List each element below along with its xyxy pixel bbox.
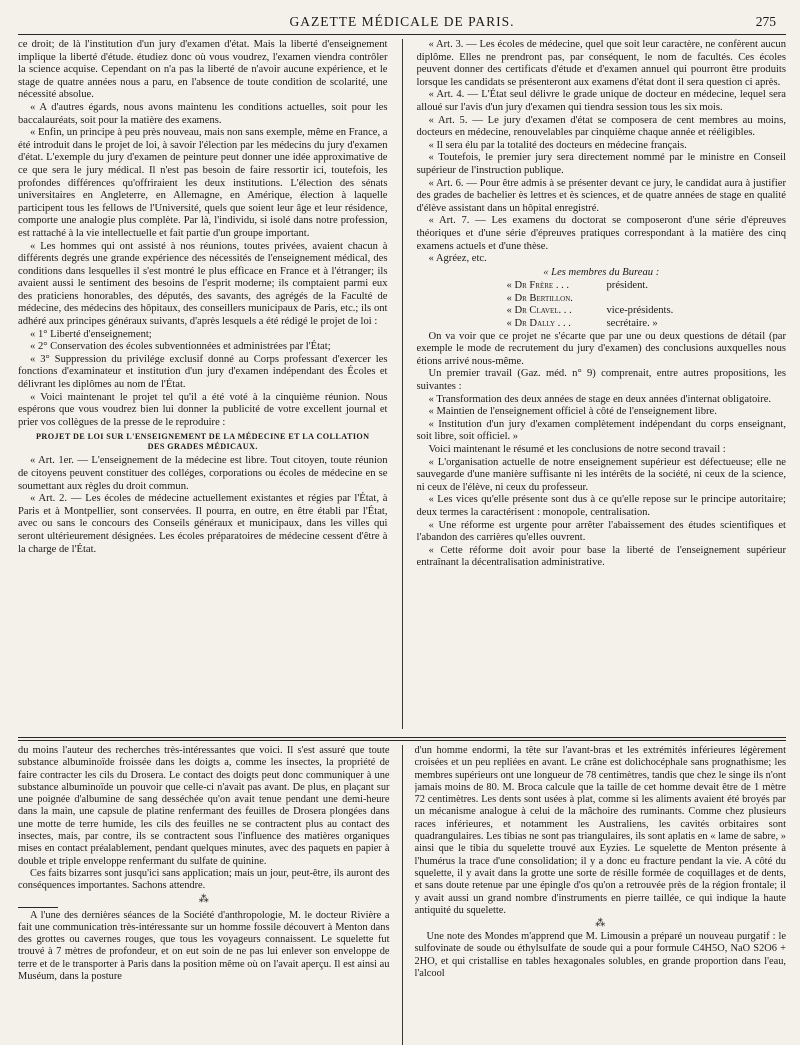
upper-right-column [417, 39, 787, 729]
paragraph: « Art. 3. — Les écoles de médecine, quel que soit leur caractère, ne confèrent aucun diplôme. Elles ne prendront pas, par conséquent, le nom de facultés. Ces écoles peuvent donner des certificats d'étude et d'examen annuel qui pourront être produits lorsque les candidats se présenteront aux examens d'état dont il sera question ci après. [416, 39, 786, 88]
column-divider [402, 39, 403, 729]
paragraph: « Transformation des deux années de stage en deux années d'internat obligatoire. [428, 393, 772, 405]
paragraph: « 2° Conservation des écoles subventionnées et administrées par l'État; [30, 341, 331, 353]
paragraph: d'un homme endormi, la tête sur l'avant-bras et les extrémités inférieures légèrement croisées et un peu repliées en avant. Le crâne est dolichocéphale sans prognathisme; les membres supérieurs ont une longueur de 78 centimètres, tandis que chez le singe ils n'ont jamais moins de 80. M. Broca calcule que la taille de cet homme devait être de 1 mètre 72 centimètres. Les dents sont usées à plat, comme si les aliments avaient été broyés par un mécanisme analogue à celui de la mâchoire des ruminants. Comme chez plusieurs races inférieures, et notamment les Australiens, les cavités orbitaires sont quadrangulaires. Les tibias ne sont pas triangulaires, ils sont aplatis en « lame de sabre, » ainsi que le tibia du squelette trouvé aux Eyzies. Le squelette de Menton présente à l'humérus la trace d'une consolidation; il y a donc eu fracture pendant la vie. A côté du squelette, il y avait dans la grotte une sorte de résille formée de coquillages et de dents, et sans doute retenue par une épingle d'os qu'on a retrouvée près de la région frontale; il y avait aussi un grand nombre d'instruments en pierre taillée, ce qui indique la haute antiquité du squelette. [414, 745, 786, 916]
section-heading-line: DES GRADES MÉDICAUX. [147, 442, 258, 452]
lower-section [18, 745, 786, 1045]
member-role: vice-présidents. [606, 305, 674, 317]
bureau-member [507, 280, 787, 293]
lower-right-column [415, 745, 787, 1045]
paragraph: du moins l'auteur des recherches très-intéressantes que voici. Il s'est assuré que toute substance albuminoïde froissée dans les doigts a, comme les insectes, la propriété de faire contracter les cils du Drosera. Le contact des doigts peut donc communiquer à une substance albuminoïde un pouvoir que celle-ci n'avait pas avant. De plus, en plaçant sur une poignée d'albumine de sang desséchée qu'on avait tenue pendant une demi-heure dans la main, une capsule de platine renfermant des feuilles de Drosera plongées dans une motte de terre humide, les cils des feuilles ne se contractent plus au contact des insectes, mais, par contre, ils se contractent sous l'influence des matières organiques mises en contact préalablement, pendant quelques minutes, avec des paquets en papier à double et triple enveloppe renfermant du sulfate de quinine. [18, 745, 390, 867]
page-number: 275 [755, 14, 776, 29]
paragraph: « Enfin, un principe à peu près nouveau, mais non sans exemple, même en France, a été introduit dans le projet de loi, à savoir l'élection par les médecins du jury d'examen d'état. L'exemple du jury d'examen de peinture peut donner une idée approximative de ce que sera le jury médical. Il n'est pas besoin de faire ressortir ici, toutefois, les profondes différences qu'offriraient les deux institutions. L'élection des sénats universitaires en Angleterre, en Allemagne, en Amérique, élection à laquelle participent tous les fellows de l'Université, quels que soient leur âge et leur résidence, comporte une analogie plus complète. Par là, l'individu, si isolé dans notre profession, est rattaché à la vie intellectuelle et fait partie d'un groupe important. [18, 127, 388, 239]
paragraph: « Une réforme est urgente pour arrêter l'abaissement des études scientifiques et l'abandon des carrières qu'elles ouvrent. [416, 519, 786, 544]
section-heading [18, 432, 388, 452]
section-heading-line: PROJET DE LOI SUR L'ENSEIGNEMENT DE LA MÉDECINE ET LA COLLATION [35, 432, 370, 442]
paragraph: « Art. 1er. — L'enseignement de la médecine est libre. Tout citoyen, toute réunion de citoyens peuvent constituer des colléges, corporations ou écoles de médecine en se soumettant aux règles du droit commun. [18, 455, 388, 492]
column-divider [402, 745, 403, 1045]
member-name: « Dr Bertillon. [506, 292, 573, 304]
paragraph: « Art. 6. — Pour être admis à se présenter devant ce jury, le candidat aura à justifier des grades de bachelier ès lettres et ès sciences, et de quatre années de stage en qualité d'élève assistant dans un hôpital enregistré. [416, 177, 786, 214]
upper-left-column [18, 39, 388, 729]
paragraph: « Voici maintenant le projet tel qu'il a été voté à la cinquième réunion. Nous espérons que vous voudrez bien lui donner la publicité de votre excellent journal et prier vos collègues de la presse de le reproduire : [18, 391, 388, 428]
lower-left-column [18, 745, 390, 1045]
paragraph: « 1° Liberté d'enseignement; [30, 328, 152, 340]
paragraph: « Art. 7. — Les examens du doctorat se composeront d'une série d'épreuves théoriques et d'une série d'épreuves pratiques correspondant à la matière des cinq examens actuels et d'une thèse. [416, 215, 786, 252]
journal-title: GAZETTE MÉDICALE DE PARIS. [289, 14, 515, 29]
member-name: « Dr Frère . . . [506, 280, 570, 292]
paragraph: Ces faits bizarres sont jusqu'ici sans application; mais un jour, peut-être, ils auront des conséquences importantes. Sachons attendre. [18, 867, 390, 892]
paragraph: « Il sera élu par la totalité des docteurs en médecine français. [428, 139, 687, 151]
paragraph: ce droit; de là l'institution d'un jury d'examen d'état. Mais la liberté d'enseignement implique la liberté d'étude. étudiez donc où vous voudrez, l'examen viendra contrôler la science acquise. Cependant on n'a pas la liberté de n'avoir aucune expérience, et le stage de quatre années nous a paru, en l'absence de toute condition de scolarité, une nécessité absolue. [18, 39, 388, 101]
paragraph: « Les hommes qui ont assisté à nos réunions, toutes privées, avaient chacun à différents degrés une grande expérience des nécessités de l'enseignement médical, des conditions dans lesquelles il s'est montré le plus efficace en France et à l'étranger; ils avaient aussi le sentiment des besoins de l'esprit moderne; ils comptaient parmi eux des praticiens honorables, des députés, des savants, des agrégés de la Faculté de médecine, des médecins des hôpitaux, des conseillers municipaux de Paris, etc.; ils ont adhéré aux principes généraux suivants, d'après lesquels a été rédigé le projet de loi : [18, 240, 388, 328]
paragraph: « Art. 4. — L'État seul délivre le grade unique de docteur en médecine, lequel sera alloué sur l'avis d'un jury d'examen qui tiendra session tous les six mois. [416, 89, 786, 113]
paragraph: « Art. 5. — Le jury d'examen d'état se composera de cent membres au moins, docteurs en médecine, renouvelables par cinquième chaque année et rééligibles. [416, 114, 786, 139]
upper-section [18, 39, 786, 729]
ornament-asterism: ⁂ [198, 893, 209, 905]
member-name: « Dr Dally . . . [506, 318, 571, 330]
bureau-member [507, 293, 787, 306]
paragraph: Un premier travail (Gaz. méd. n° 9) comprenait, entre autres propositions, les suivantes : [416, 368, 786, 393]
paragraph: « 3° Suppression du privilége exclusif donné au Corps professant d'exercer les fonctions d'examinateur et institution d'un jury d'examen indépendant des Écoles et délivrant les diplômes au nom de l'État. [18, 353, 388, 391]
paragraph: « Les vices qu'elle présente sont dus à ce qu'elle repose sur le principe autoritaire; deux termes la caractérisent : monopole, centralisation. [416, 494, 786, 518]
page-header [18, 14, 786, 35]
member-role [607, 293, 727, 306]
paragraph: « Toutefois, le premier jury sera directement nommé par le ministre en Conseil supérieur de l'instruction publique. [416, 152, 786, 176]
member-role: président. [606, 280, 648, 292]
bureau-member [507, 318, 787, 331]
paragraph: « Agréez, etc. [428, 253, 487, 265]
bureau-list [507, 280, 787, 330]
section-separator [18, 737, 786, 741]
ornament-asterism: ⁂ [595, 918, 606, 930]
bureau-member [507, 305, 787, 318]
paragraph: « Cette réforme doit avoir pour base la liberté de l'enseignement supérieur entraînant la décentralisation administrative. [416, 544, 786, 569]
paragraph: « L'organisation actuelle de notre enseignement supérieur est défectueuse; elle ne sauvegarde d'une manière suffisante ni les intérêts de la société, ni ceux de la science, ni ceux de l'élève, ni ceux du professeur. [416, 456, 786, 493]
paragraph: « A d'autres égards, nous avons maintenu les conditions actuelles, soit pour les baccalauréats, soit pour la matière des examens. [18, 101, 388, 126]
bureau-title: « Les membres du Bureau : [543, 266, 660, 278]
paragraph: A l'une des dernières séances de la Société d'anthropologie, M. le docteur Rivière a fait une communication très-intéressante sur un homme fossile découvert à Menton dans des grottes ou cavernes rouges, que tous les voyageurs connaissent. Le squelette fut trouvé à 7 mètres de profondeur, et on eut soin de ne pas lui enlever son enveloppe de terre et de le transporter à Paris dans la position même où on l'avait aperçu. Il est ainsi au Muséum, dans la posture [18, 909, 390, 983]
paragraph: « Art. 2. — Les écoles de médecine actuellement existantes et régies par l'État, à Paris et à Montpellier, sont conservées. Il pourra, en outre, en être établi par l'État, avec ou sans le concours des Conseils généraux et municipaux, dans les villes qui seront ultérieurement désignées. Les écoles préparatoires de médecine cessent d'être à la charge de l'État. [18, 493, 388, 555]
paragraph: « Maintien de l'enseignement officiel à côté de l'enseignement libre. [428, 406, 717, 418]
member-name: « Dr Clavel. . . [506, 305, 572, 317]
paragraph: « Institution d'un jury d'examen complètement indépendant du corps enseignant, soit libre, soit officiel. » [416, 418, 786, 443]
paragraph: Une note des Mondes m'apprend que M. Limousin a préparé un nouveau purgatif : le sulfovinate de soude ou éthylsulfate de soude qui a pour formule C4H5O, NaO S2O6 + 2HO, et qui cristallise en tables hexagonales solubles, en grande proportion dans l'eau, l'alcool [414, 931, 786, 980]
paragraph: On va voir que ce projet ne s'écarte que par une ou deux questions de détail (par exemple le mode de recrutement du jury d'examen) des conclusions auxquelles nous étions arrivé nous-même. [416, 330, 786, 367]
member-role: secrétaire. » [606, 318, 658, 330]
paragraph: Voici maintenant le résumé et les conclusions de notre second travail : [428, 444, 726, 455]
short-rule [18, 907, 58, 908]
